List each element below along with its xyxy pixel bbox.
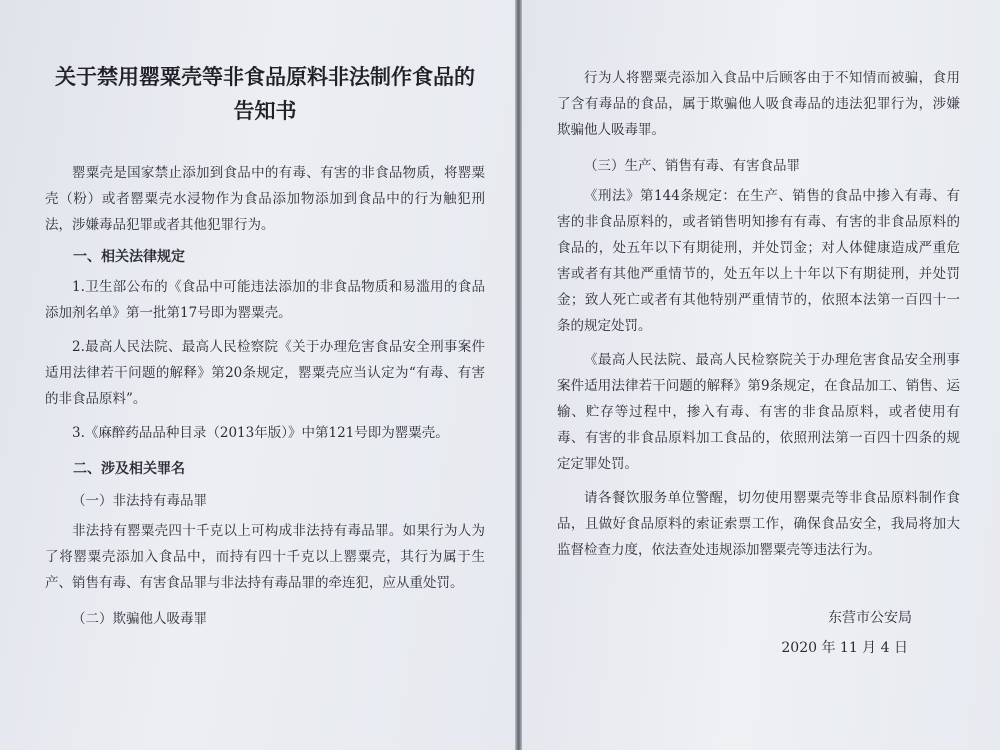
crime-heading-deception: （二）欺骗他人吸毒罪 <box>72 611 207 627</box>
section-heading-laws: 一、相关法律规定 <box>73 249 185 265</box>
issue-date: 2020 年 11 月 4 日 <box>781 640 908 656</box>
intro-paragraph: 罂粟壳是国家禁止添加到食品中的有毒、有害的非食品物质，将罂粟壳（粉）或者罂粟壳水浸物作为食品添加物添加到食品中的行为触犯刑法，涉嫌毒品犯罪或者其他犯罪行为。 <box>45 165 485 233</box>
crime-text-possession: 非法持有罂粟壳四十千克以上可构成非法持有毒品罪。如果行为人为了将罂粟壳添加入食品中，而持有四十千克以上罂粟壳，其行为属于生产、销售有毒、有害食品罪与非法持有毒品罪的牵连犯，应从重处罚。 <box>45 523 485 591</box>
crime-text-deception: 行为人将罂粟壳添加入食品中后顾客由于不知情而被骗，食用了含有毒品的食品，属于欺骗他人吸食毒品的违法犯罪行为，涉嫌欺骗他人吸毒罪。 <box>557 70 960 138</box>
law-item-3: 3.《麻醉药品品种目录（2013年版）》中第121号即为罂粟壳。 <box>72 425 449 441</box>
document-title: 关于禁用罂粟壳等非食品原料非法制作食品的告知书 <box>55 65 475 123</box>
section-heading-crimes: 二、涉及相关罪名 <box>73 461 185 477</box>
closing-paragraph: 请各餐饮服务单位警醒，切勿使用罂粟壳等非食品原料制作食品，且做好食品原料的索证索票工作，确保食品安全，我局将加大监督检查力度，依法查处违规添加罂粟壳等违法行为。 <box>557 490 960 558</box>
law-item-2: 2.最高人民法院、最高人民检察院《关于办理危害食品安全刑事案件适用法律若干问题的解释》第20条规定，罂粟壳应当认定为“有毒、有害的非食品原料”。 <box>45 339 485 407</box>
crime-text-food-interpretation: 《最高人民法院、最高人民检察院关于办理危害食品安全刑事案件适用法律若干问题的解释》第9条规定，在食品加工、销售、运输、贮存等过程中，掺入有毒、有害的非食品原料，或者使用有毒、有害的非食品原料加工食品的，依照刑法第一百四十四条的规定定罪处罚。 <box>557 352 960 472</box>
issuer-name: 东营市公安局 <box>828 610 912 626</box>
crime-heading-food: （三）生产、销售有毒、有害食品罪 <box>584 158 800 174</box>
page-gap <box>515 0 522 750</box>
law-item-1: 1.卫生部公布的《食品中可能违法添加的非食品物质和易滥用的食品添加剂名单》第一批第17号即为罂粟壳。 <box>45 279 485 321</box>
right-page <box>522 0 1000 750</box>
crime-text-food-law: 《刑法》第144条规定：在生产、销售的食品中掺入有毒、有害的非食品原料的，或者销售明知掺有有毒、有害的非食品原料的食品的，处五年以下有期徒刑，并处罚金；对人体健康造成严重危害或者有其他严重情节的，处五年以上十年以下有期徒刑，并处罚金；致人死亡或者有其他特别严重情节的，依照本法第一百四十一条的规定处罚。 <box>557 188 960 334</box>
crime-heading-possession: （一）非法持有毒品罪 <box>72 493 207 509</box>
